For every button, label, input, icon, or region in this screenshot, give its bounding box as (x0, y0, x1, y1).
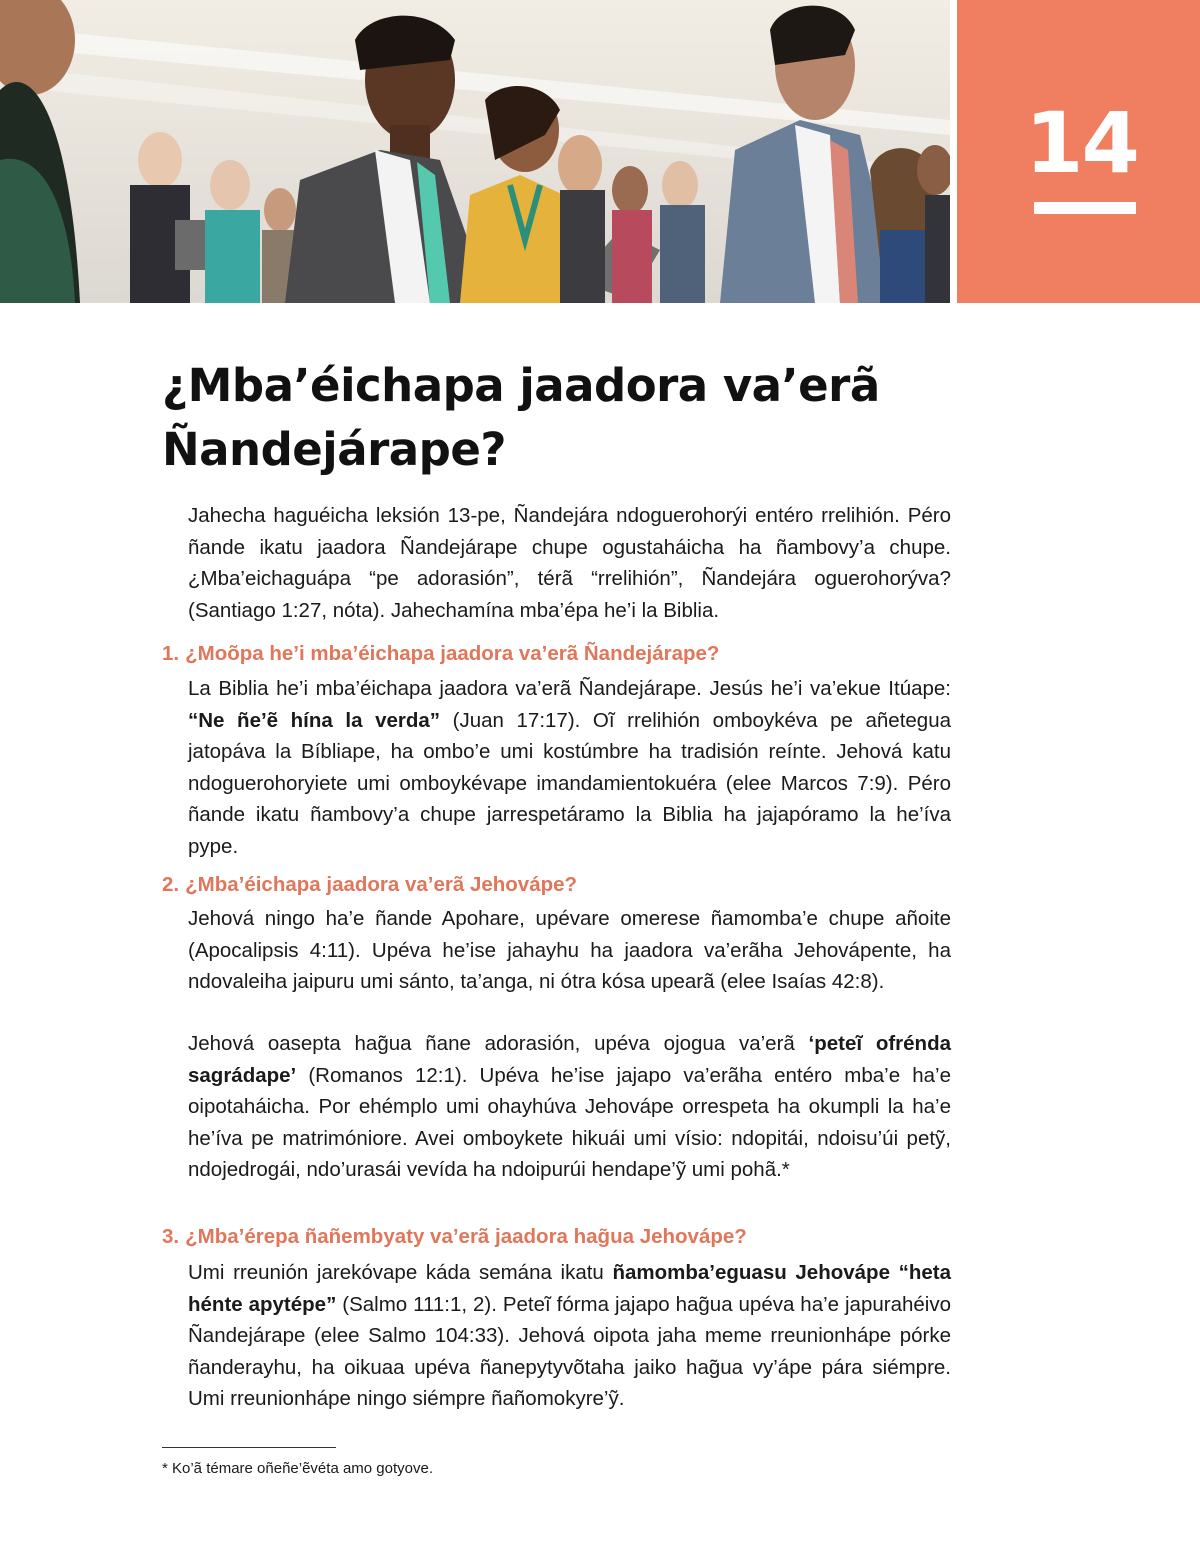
lesson-number: 14 (1025, 94, 1138, 192)
section-3-question (162, 1222, 962, 1252)
intro-paragraph: Jahecha haguéicha leksión 13-pe, Ñandejára ndoguerohorýi entéro rrelihión. Péro ñande ikatu jaadora Ñandejárape chupe ogustaháicha ha ñambovy’a chupe. ¿Mba’eichaguápa “pe adorasión”, térã “rrelihión”, Ñandejára oguerohorýva? (Santiago 1:27, nóta). Jahechamína mba’épa he’i la Biblia. (188, 504, 951, 622)
text-run: (Juan 17:17). Oĩ rrelihión omboykéva pe añetegua jatopáva la Bíbliape, ha ombo’e umi kostúmbre ha tradisión reínte. Jehová katu ndoguerohoryiete umi omboykévape imandamientokuéra (elee Marcos 7:9). Péro ñande ikatu ñambovy’a chupe jarrespetáramo la Biblia ha jajapóramo la he’íva pype. (188, 708, 952, 858)
footnote-divider (162, 1447, 336, 1448)
section-3-number: 3. (162, 1225, 180, 1248)
lesson-number-underline (1034, 202, 1136, 214)
page-title-line-2: Ñandejárape? (162, 423, 506, 476)
page-title (162, 354, 922, 482)
section-3-question-text: ¿Mba’érepa ñañembyaty va’erã jaadora hag̃ua Jehovápe? (185, 1225, 747, 1248)
text-run: Umi rreunión jarekóvape káda semána ikatu (188, 1261, 613, 1284)
footnote: * Ko’ã témare oñeñe’ẽvéta amo gotyove. (162, 1460, 434, 1477)
section-1-paragraph (188, 673, 951, 863)
text-run: (Salmo 111:1, 2). Peteĩ fórma jajapo hag̃ua upéva ha’e japurahéivo Ñandejárape (elee Salmo 104:33). Jehová oipota jaha meme rreunionhápe pórke ñanderayhu, ha oikuaa upéva ñanepytyvõtaha jaiko hag̃ua vy’ápe pára siémpre. Umi rreunionhápe ningo siémpre ñañomokyre’ỹ. (188, 1292, 951, 1411)
text-run: (Romanos 12:1). Upéva he’ise jajapo va’erãha entéro mba’e ha’e oipotaháicha. Por ehémplo umi ohayhúva Jehovápe orrespeta ha okumpli la ha’e he’íva pe matrimóniore. Avei omboykete hikuái umi vísio: ndopitái, ndoisu’úi petỹ, ndojedrogái, ndo’urasái vevída ha ndoipurúi hendape’ỹ umi pohã.* (188, 1063, 951, 1182)
section-3-paragraph (188, 1257, 951, 1415)
section-1-number: 1. (162, 642, 180, 665)
section-1-question (162, 639, 962, 669)
section-2-paragraph-2 (188, 1028, 951, 1186)
text-run: La Biblia he’i mba’éichapa jaadora va’erã Ñandejárape. Jesús he’i va’ekue Itúape: (188, 677, 951, 700)
scripture-quote: ñamomba’eguasu Jehovápe “heta hénte apytépe” (188, 1261, 952, 1316)
scripture-quote: ‘peteĩ ofrénda sagrádape’ (188, 1032, 951, 1087)
section-1-question-text: ¿Moõpa he’i mba’éichapa jaadora va’erã Ñandejárape? (185, 642, 720, 665)
header-photo (0, 0, 950, 303)
page-title-line-1: ¿Mba’éichapa jaadora va’erã (162, 359, 880, 412)
text-run: Jehová ningo ha’e ñande Apohare, upévare omerese ñamomba’e chupe añoite (Apocalipsis 4:11). Upéva he’ise jahayhu ha jaadora va’erãha Jehovápente, ha ndovaleiha jaipuru umi sánto, ta’anga, ni ótra kósa upearã (elee Isaías 42:8). (188, 907, 951, 994)
section-2-question-text: ¿Mba’éichapa jaadora va’erã Jehovápe? (185, 873, 578, 896)
congregation-photo-illustration (0, 0, 950, 303)
text-run: Jehová oasepta hag̃ua ñane adorasión, upéva ojogua va’erã (188, 1032, 809, 1055)
section-2-paragraph-1 (188, 903, 951, 998)
lesson-number-badge (957, 0, 1200, 303)
section-2-question (162, 870, 962, 900)
section-2-number: 2. (162, 873, 180, 896)
scripture-quote: “Ne ñe’ẽ hína la verda” (188, 708, 441, 732)
